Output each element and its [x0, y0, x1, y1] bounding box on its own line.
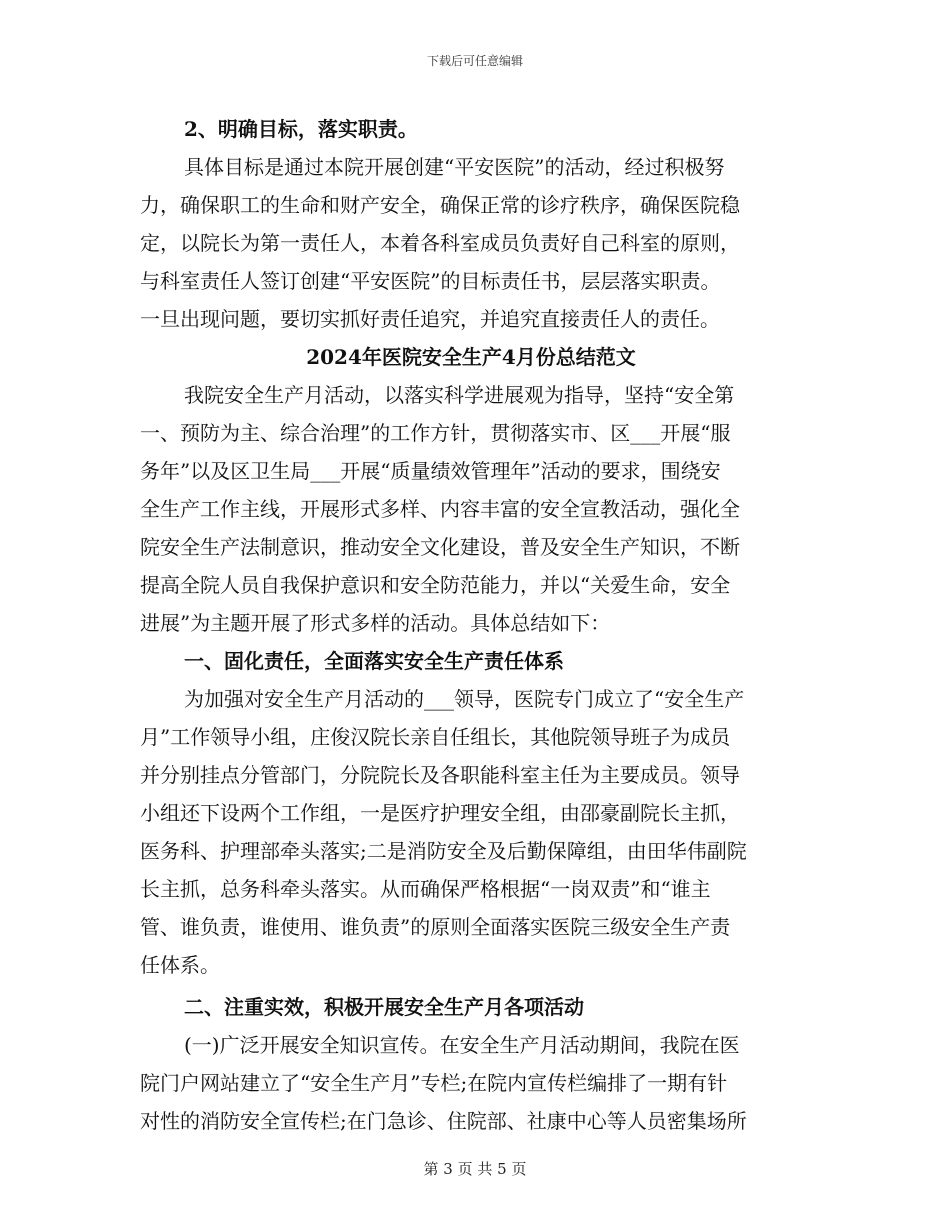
text-line: 力，确保职工的生命和财产安全，确保正常的诊疗秩序，确保医院稳	[140, 193, 740, 217]
text-line: 定，以院长为第一责任人，本着各科室成员负责好自己科室的原则，	[140, 231, 740, 255]
text-line: 务年”以及区卫生局___开展“质量绩效管理年”活动的要求，围绕安	[140, 459, 721, 483]
document-body	[140, 110, 802, 1140]
text-line: 进展”为主题开展了形式多样的活动。具体总结如下：	[140, 611, 611, 635]
text-line: 与科室责任人签订创建“平安医院”的目标责任书，层层落实职责。	[140, 269, 721, 293]
section-title: 2024年医院安全生产4月份总结范文	[306, 345, 636, 369]
text-line: 院安全生产法制意识，推动安全文化建设，普及安全生产知识，不断	[140, 535, 740, 559]
text-line: 我院安全生产月活动，以落实科学进展观为指导，坚持“安全第	[184, 383, 735, 407]
text-line: 2、明确目标，落实职责。	[184, 117, 418, 141]
text-line: 全生产工作主线，开展形式多样、内容丰富的安全宣教活动，强化全	[140, 497, 740, 521]
text-line: 一、预防为主、综合治理”的工作方针，贯彻落实市、区___开展“服	[140, 421, 731, 445]
text-line: 长主抓，总务科牵头落实。从而确保严格根据“一岗双责”和“谁主	[140, 877, 711, 901]
text-line: 管、谁负责，谁使用、谁负责”的原则全面落实医院三级安全生产责	[140, 915, 731, 939]
text-line: 医务科、护理部牵头落实;二是消防安全及后勤保障组，由田华伟副院	[140, 839, 747, 863]
text-line: 一旦出现问题，要切实抓好责任追究，并追究直接责任人的责任。	[140, 307, 720, 331]
heading-one: 一、固化责任，全面落实安全生产责任体系	[184, 649, 564, 673]
text-line: 月”工作领导小组，庄俊汉院长亲自任组长，其他院领导班子为成员	[140, 725, 731, 749]
text-line: 具体目标是通过本院开展创建“平安医院”的活动，经过积极努	[184, 155, 725, 179]
text-line: 院门户网站建立了“安全生产月”专栏;在院内宣传栏编排了一期有针	[140, 1071, 728, 1095]
text-line: 为加强对安全生产月活动的___领导，医院专门成立了“安全生产	[184, 687, 745, 711]
text-line: 并分别挂点分管部门，分院院长及各职能科室主任为主要成员。领导	[140, 763, 740, 787]
text-line: 提高全院人员自我保护意识和安全防范能力，并以“关爱生命，安全	[140, 573, 731, 597]
page-header: 下载后可任意编辑	[426, 54, 523, 68]
text-line: (一)广泛开展安全知识宣传。在安全生产月活动期间，我院在医	[184, 1033, 740, 1057]
page-footer: 第 3 页 共 5 页	[423, 1160, 527, 1178]
heading-two: 二、注重实效，积极开展安全生产月各项活动	[184, 995, 584, 1019]
text-line: 小组还下设两个工作组，一是医疗护理安全组，由邵豪副院长主抓，	[140, 801, 740, 825]
text-line: 对性的消防安全宣传栏;在门急诊、住院部、社康中心等人员密集场所	[140, 1109, 747, 1133]
text-line: 任体系。	[140, 953, 220, 977]
